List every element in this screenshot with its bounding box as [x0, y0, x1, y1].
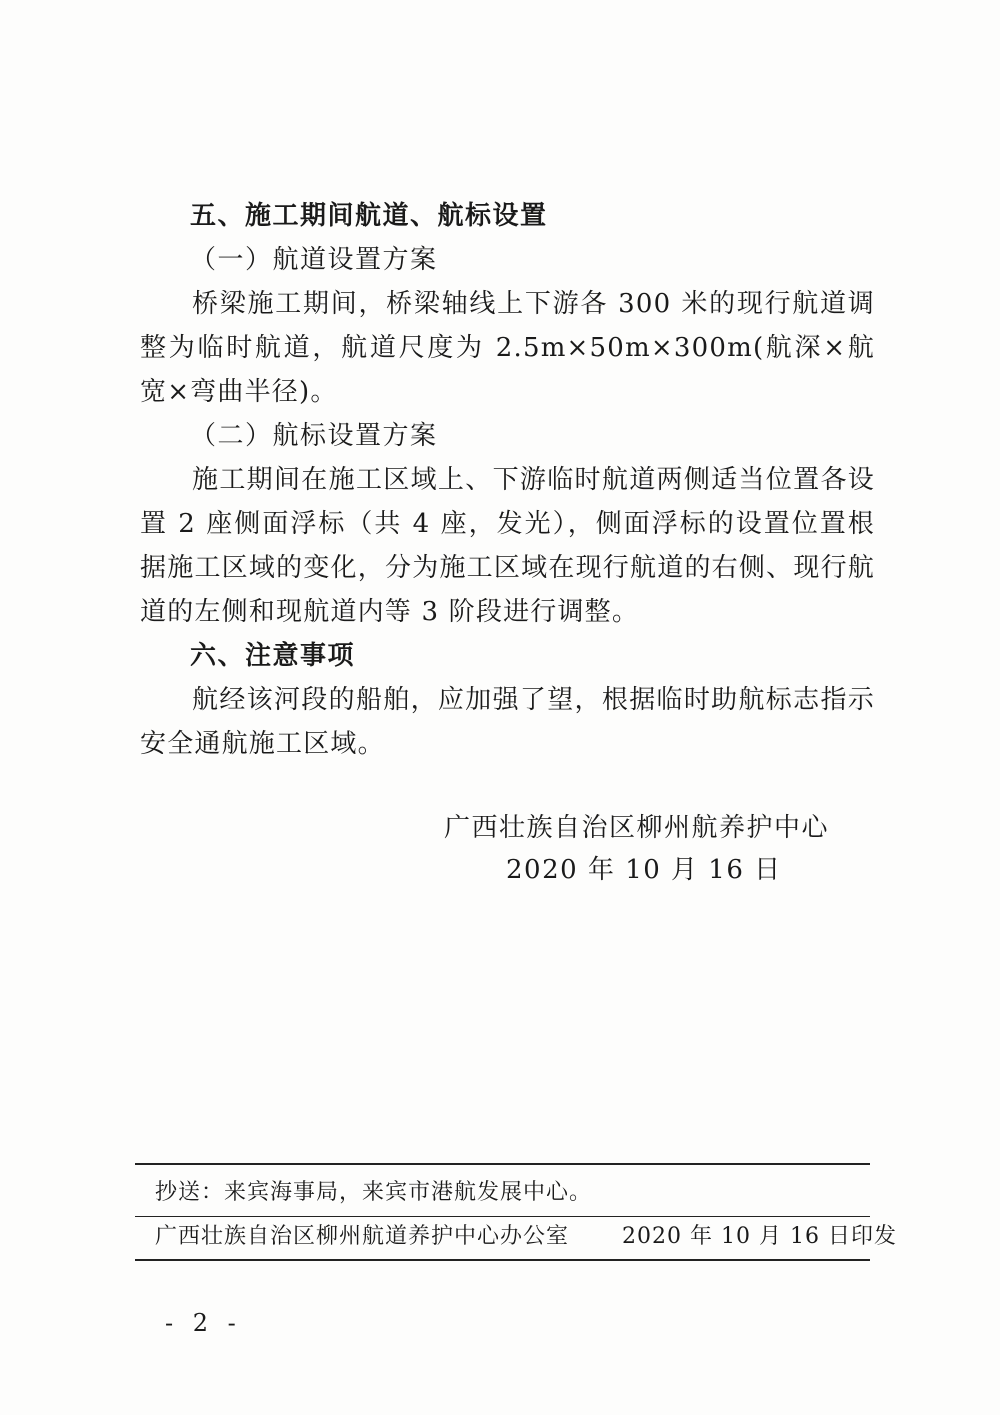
section-6-heading: 六、注意事项	[190, 641, 356, 671]
footer-middle-rule	[135, 1216, 870, 1217]
footer-bottom-rule	[135, 1259, 870, 1261]
section-5-1-paragraph	[140, 282, 875, 414]
section-5-2-text: 施工期间在施工区域上、下游临时航道两侧适当位置各设置 2 座侧面浮标（共 4 座，发光），侧面浮标的设置位置根据施工区域的变化，分为施工区域在现行航道的右侧、现行航道的左侧和现航道内等 3 阶段进行调整。	[140, 465, 875, 627]
section-5-2-paragraph	[140, 458, 875, 634]
issue-date: 2020 年 10 月 16 日印发	[622, 1224, 897, 1249]
signature-organization: 广西壮族自治区柳州航养护中心	[444, 813, 830, 843]
section-5-heading: 五、施工期间航道、航标设置	[190, 201, 548, 231]
section-6-text: 航经该河段的船舶，应加强了望，根据临时助航标志指示安全通航施工区域。	[140, 685, 875, 759]
section-5-2-title: （二）航标设置方案	[190, 421, 438, 451]
signature-date: 2020 年 10 月 16 日	[506, 855, 782, 885]
section-5-1-title: （一）航道设置方案	[190, 245, 438, 275]
section-5-1-text: 桥梁施工期间，桥梁轴线上下游各 300 米的现行航道调整为临时航道，航道尺度为 2.5m×50m×300m(航深×航宽×弯曲半径)。	[140, 289, 875, 407]
section-6-paragraph	[140, 678, 875, 766]
footer-top-rule	[135, 1163, 870, 1165]
cc-line: 抄送：来宾海事局，来宾市港航发展中心。	[155, 1180, 593, 1205]
issuer-line: 广西壮族自治区柳州航道养护中心办公室	[155, 1224, 570, 1249]
page-number: - 2 -	[165, 1309, 242, 1337]
